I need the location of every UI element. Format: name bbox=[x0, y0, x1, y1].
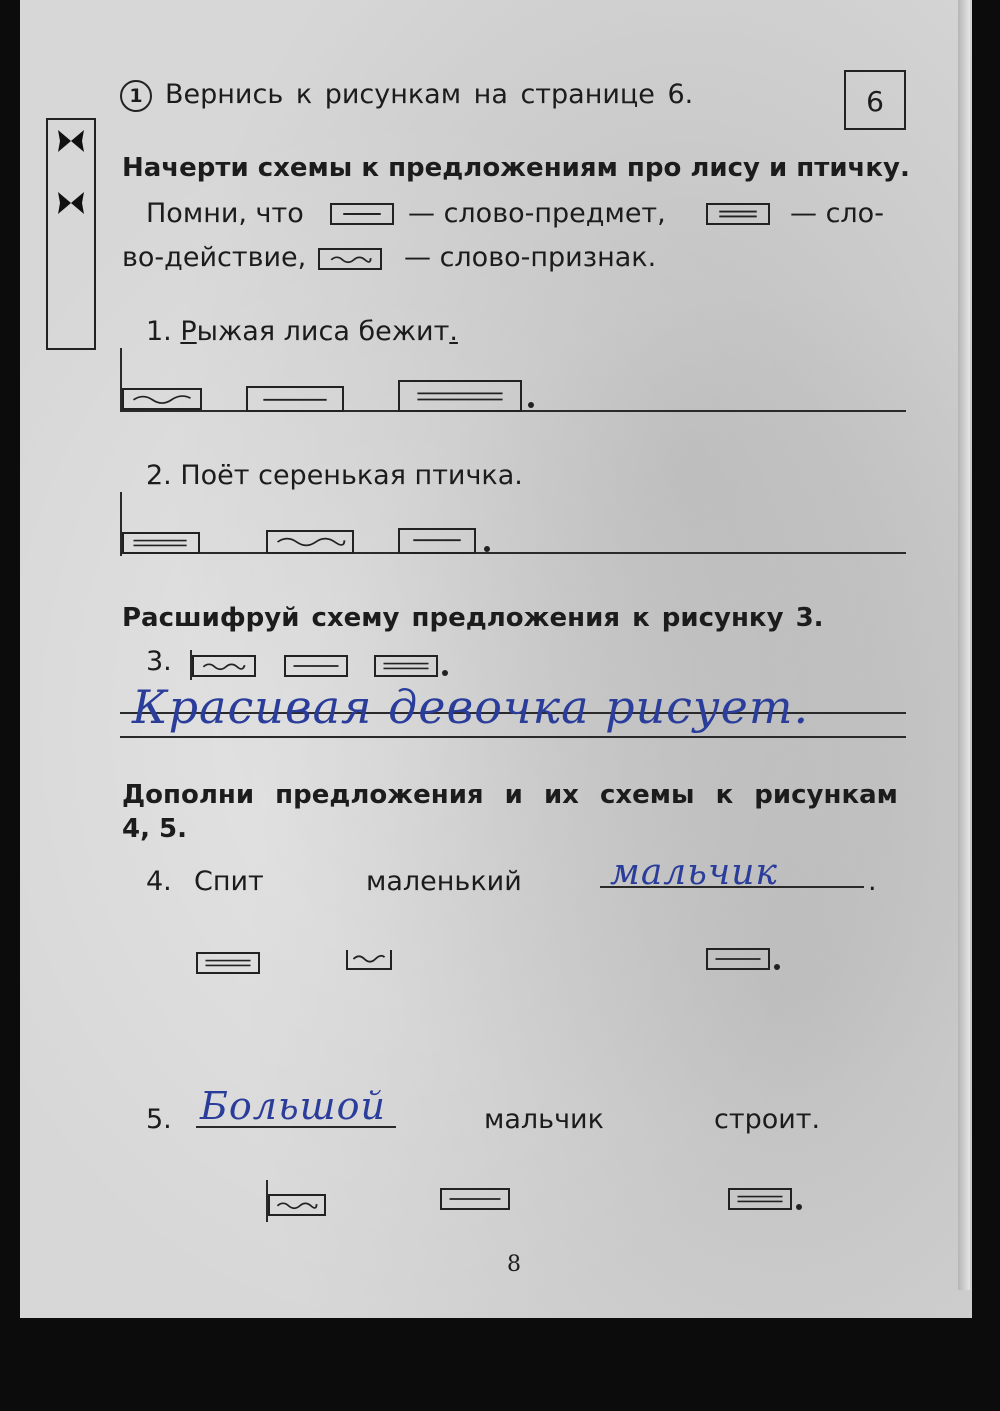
word-object-scheme-icon bbox=[706, 948, 770, 970]
word-action-scheme-icon bbox=[196, 952, 260, 974]
sentence-word: строит. bbox=[714, 1104, 821, 1135]
word-attribute-scheme-icon bbox=[122, 388, 202, 410]
word-object-scheme-icon bbox=[246, 386, 344, 412]
page-number: 8 bbox=[507, 1252, 521, 1277]
page-edge bbox=[958, 0, 970, 1290]
word-object-scheme-icon bbox=[330, 203, 394, 225]
section-heading-decode-scheme: Расшифруй схему предложения к рисунку 3. bbox=[122, 603, 824, 633]
word-action-scheme-icon bbox=[728, 1188, 792, 1210]
word-object-scheme-icon bbox=[440, 1188, 510, 1210]
word-attribute-scheme-icon bbox=[266, 530, 354, 554]
sentence-end-dot bbox=[484, 546, 490, 552]
handwritten-answer-4: мальчик bbox=[610, 852, 778, 893]
sentence-end-dot bbox=[528, 402, 534, 408]
word-action-scheme-icon bbox=[122, 532, 200, 554]
sentence-number: 5. bbox=[146, 1104, 172, 1135]
word-attribute-scheme-icon bbox=[346, 950, 392, 970]
sentence-end-dot: . bbox=[868, 866, 877, 897]
sentence-2 bbox=[146, 460, 523, 491]
sentence-text: ыжая лиса бежит bbox=[196, 316, 450, 347]
task-number-badge: 1 bbox=[120, 80, 152, 112]
sentence-end-dot bbox=[442, 670, 448, 676]
reminder-text: — слово-предмет, bbox=[408, 198, 666, 229]
handwritten-answer-3: Красивая девочка рисует. bbox=[132, 680, 810, 734]
sentence-number: 3. bbox=[146, 646, 172, 677]
sentence-end-dot bbox=[774, 964, 780, 970]
word-attribute-scheme-icon bbox=[268, 1194, 326, 1216]
task-intro: Вернись к рисункам на странице 6. bbox=[165, 79, 694, 110]
reminder-text: — слово-признак. bbox=[404, 242, 657, 273]
word-action-scheme-icon bbox=[706, 203, 770, 225]
page-reference-box: 6 bbox=[844, 70, 906, 130]
sentence-1 bbox=[146, 316, 458, 347]
capital-letter: Р bbox=[180, 316, 197, 347]
word-attribute-scheme-icon bbox=[318, 248, 382, 270]
word-object-scheme-icon bbox=[284, 655, 348, 677]
word-object-scheme-icon bbox=[398, 528, 476, 554]
sentence-end-dot bbox=[796, 1204, 802, 1210]
butterfly-icon bbox=[56, 128, 86, 154]
difficulty-margin-box bbox=[46, 118, 96, 350]
sentence-word: Спит bbox=[194, 866, 264, 897]
word-attribute-scheme-icon bbox=[192, 655, 256, 677]
sentence-end-dot: . bbox=[449, 316, 458, 347]
sentence-number: 1. bbox=[146, 316, 172, 347]
sentence-word: маленький bbox=[366, 866, 522, 897]
reminder-text: — сло- bbox=[790, 198, 884, 229]
answer-line bbox=[120, 736, 906, 738]
answer-line bbox=[120, 552, 906, 554]
sentence-number: 2. bbox=[146, 460, 172, 491]
reminder-text: во-действие, bbox=[122, 242, 307, 273]
word-action-scheme-icon bbox=[398, 380, 522, 412]
sentence-word: мальчик bbox=[484, 1104, 604, 1135]
reminder-text: Помни, что bbox=[146, 198, 304, 229]
sentence-text: Поёт серенькая птичка. bbox=[180, 460, 523, 491]
sentence-number: 4. bbox=[146, 866, 172, 897]
section-heading-complete-sentences: 4, 5. bbox=[122, 814, 187, 844]
butterfly-icon bbox=[56, 190, 86, 216]
handwritten-answer-5: Большой bbox=[200, 1084, 387, 1128]
section-heading-draw-schemes: Начерти схемы к предложениям про лису и птичку. bbox=[122, 153, 910, 183]
section-heading-complete-sentences: Дополни предложения и их схемы к рисункам bbox=[122, 780, 898, 810]
word-action-scheme-icon bbox=[374, 655, 438, 677]
